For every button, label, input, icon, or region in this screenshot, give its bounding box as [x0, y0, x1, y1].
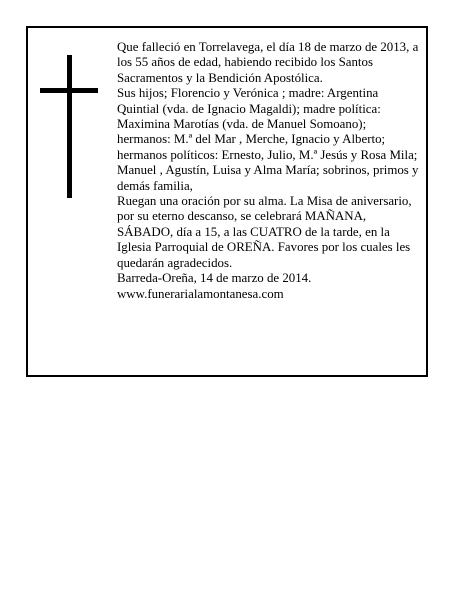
obituary-text	[117, 40, 421, 302]
family-list-paragraph: Sus hijos; Florencio y Verónica ; madre: Argentina Quintial (vda. de Ignacio Magaldi); madre política: Maximina Marotías (vda. de Manuel Somoano); hermanos: M.ª del Mar , Merche, Ignacio y Alberto; hermanos políticos: Ernesto, Julio, M.ª Jesús y Rosa Mila; Manuel , Agustín, Luisa y Alma María; sobrinos, primos y demás familia,	[117, 86, 419, 193]
place-date-line: Barreda-Oreña, 14 de marzo de 2014.	[117, 271, 312, 286]
funeral-home-website: www.funerarialamontanesa.com	[117, 286, 284, 301]
cross-horizontal-bar	[40, 88, 98, 93]
cross-vertical-bar	[67, 55, 72, 198]
death-announcement-paragraph: Que falleció en Torrelavega, el día 18 de marzo de 2013, a los 55 años de edad, habiendo recibido los Santos Sacramentos y la Bendición Apostólica.	[117, 40, 419, 85]
mass-invitation-paragraph: Ruegan una oración por su alma. La Misa de aniversario, por su eterno descanso, se celebrará MAÑANA, SÁBADO, día a 15, a las CUATRO de la tarde, en la Iglesia Parroquial de OREÑA. Favores por los cuales les quedarán agradecidos.	[117, 194, 412, 270]
obituary-notice-frame	[26, 26, 428, 377]
cross-icon	[40, 55, 98, 198]
